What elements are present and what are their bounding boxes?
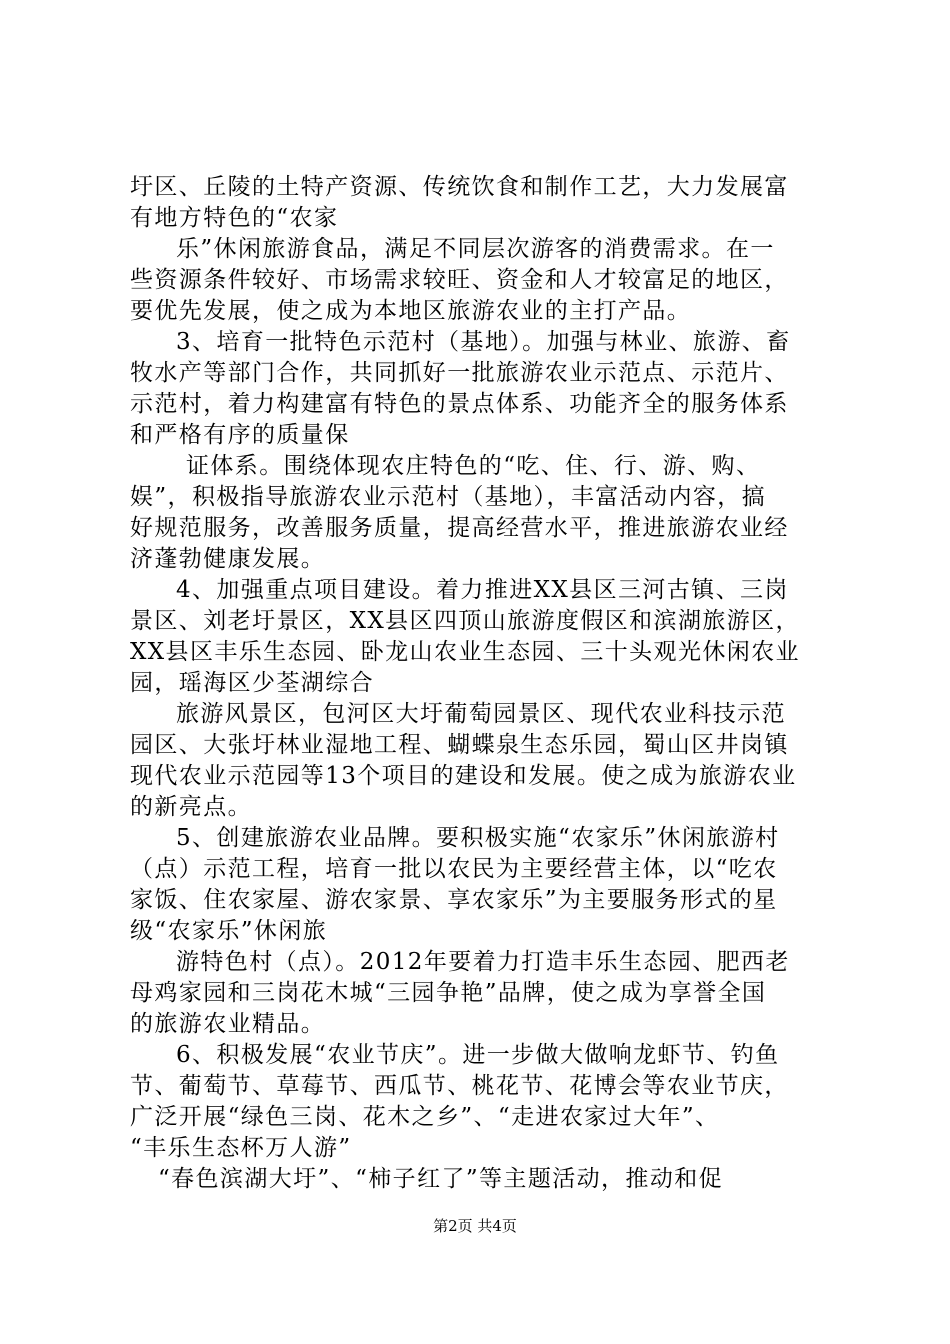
text-line: 的旅游农业精品。: [130, 1011, 326, 1037]
text-line: （点）示范工程，培育一批以农民为主要经营主体，以“吃农: [130, 856, 778, 882]
text-line: 和严格有序的质量保: [130, 422, 350, 448]
text-line: 园，瑶海区少荃湖综合: [130, 670, 374, 696]
text-line: 现代农业示范园等13个项目的建设和发展。使之成为旅游农业: [130, 763, 797, 789]
text-line: 旅游风景区，包河区大圩葡萄园景区、现代农业科技示范: [176, 701, 786, 727]
text-line: 级“农家乐”休闲旅: [130, 918, 328, 944]
text-line: 游特色村（点）。2012年要着力打造丰乐生态园、肥西老: [176, 949, 790, 975]
text-line: 乐”休闲旅游食品，满足不同层次游客的消费需求。在一: [176, 236, 775, 262]
text-line: “丰乐生态杯万人游”: [130, 1135, 352, 1161]
text-line: 的新亮点。: [130, 794, 252, 820]
text-line: XX县区丰乐生态园、卧龙山农业生态园、三十头观光休闲农业: [130, 639, 800, 665]
text-line: 6、积极发展“农业节庆”。进一步做大做响龙虾节、钓鱼: [176, 1042, 780, 1068]
text-line: 家饭、住农家屋、游农家景、享农家乐”为主要服务形式的星: [130, 887, 778, 913]
text-line: 5、创建旅游农业品牌。要积极实施“农家乐”休闲旅游村: [176, 825, 780, 851]
text-line: 示范村，着力构建富有特色的景点体系、功能齐全的服务体系: [130, 391, 789, 417]
text-line: 节、葡萄节、草莓节、西瓜节、桃花节、花博会等农业节庆，: [130, 1073, 789, 1099]
body-text: [130, 172, 830, 1195]
text-line: 要优先发展，使之成为本地区旅游农业的主打产品。: [130, 298, 692, 324]
text-line: 好规范服务，改善服务质量，提高经营水平，推进旅游农业经: [130, 515, 789, 541]
text-line: 3、培育一批特色示范村（基地）。加强与林业、旅游、畜: [176, 329, 791, 355]
text-line: 证体系。围绕体现农庄特色的“吃、住、行、游、购、: [186, 453, 761, 479]
text-line: 牧水产等部门合作，共同抓好一批旅游农业示范点、示范片、: [130, 360, 789, 386]
text-line: 园区、大张圩林业湿地工程、蝴蝶泉生态乐园，蜀山区井岗镇: [130, 732, 789, 758]
text-line: 景区、刘老圩景区，XX县区四顶山旅游度假区和滨湖旅游区，: [130, 608, 800, 634]
text-line: 娱”，积极指导旅游农业示范村（基地），丰富活动内容，搞: [130, 484, 767, 510]
text-line: 母鸡家园和三岗花木城“三园争艳”品牌，使之成为享誉全国: [130, 980, 767, 1006]
text-line: 4、加强重点项目建设。着力推进XX县区三河古镇、三岗: [176, 577, 789, 603]
text-line: 圩区、丘陵的土特产资源、传统饮食和制作工艺，大力发展富: [130, 174, 789, 200]
text-line: “春色滨湖大圩”、“柿子红了”等主题活动，推动和促: [158, 1166, 724, 1192]
page-footer: 第2页 共4页: [433, 1217, 517, 1235]
text-line: 些资源条件较好、市场需求较旺、资金和人才较富足的地区，: [130, 267, 789, 293]
text-line: 广泛开展“绿色三岗、花木之乡”、“走进农家过大年”、: [130, 1104, 720, 1130]
text-line: 有地方特色的“农家: [130, 205, 339, 231]
text-line: 济蓬勃健康发展。: [130, 546, 326, 572]
